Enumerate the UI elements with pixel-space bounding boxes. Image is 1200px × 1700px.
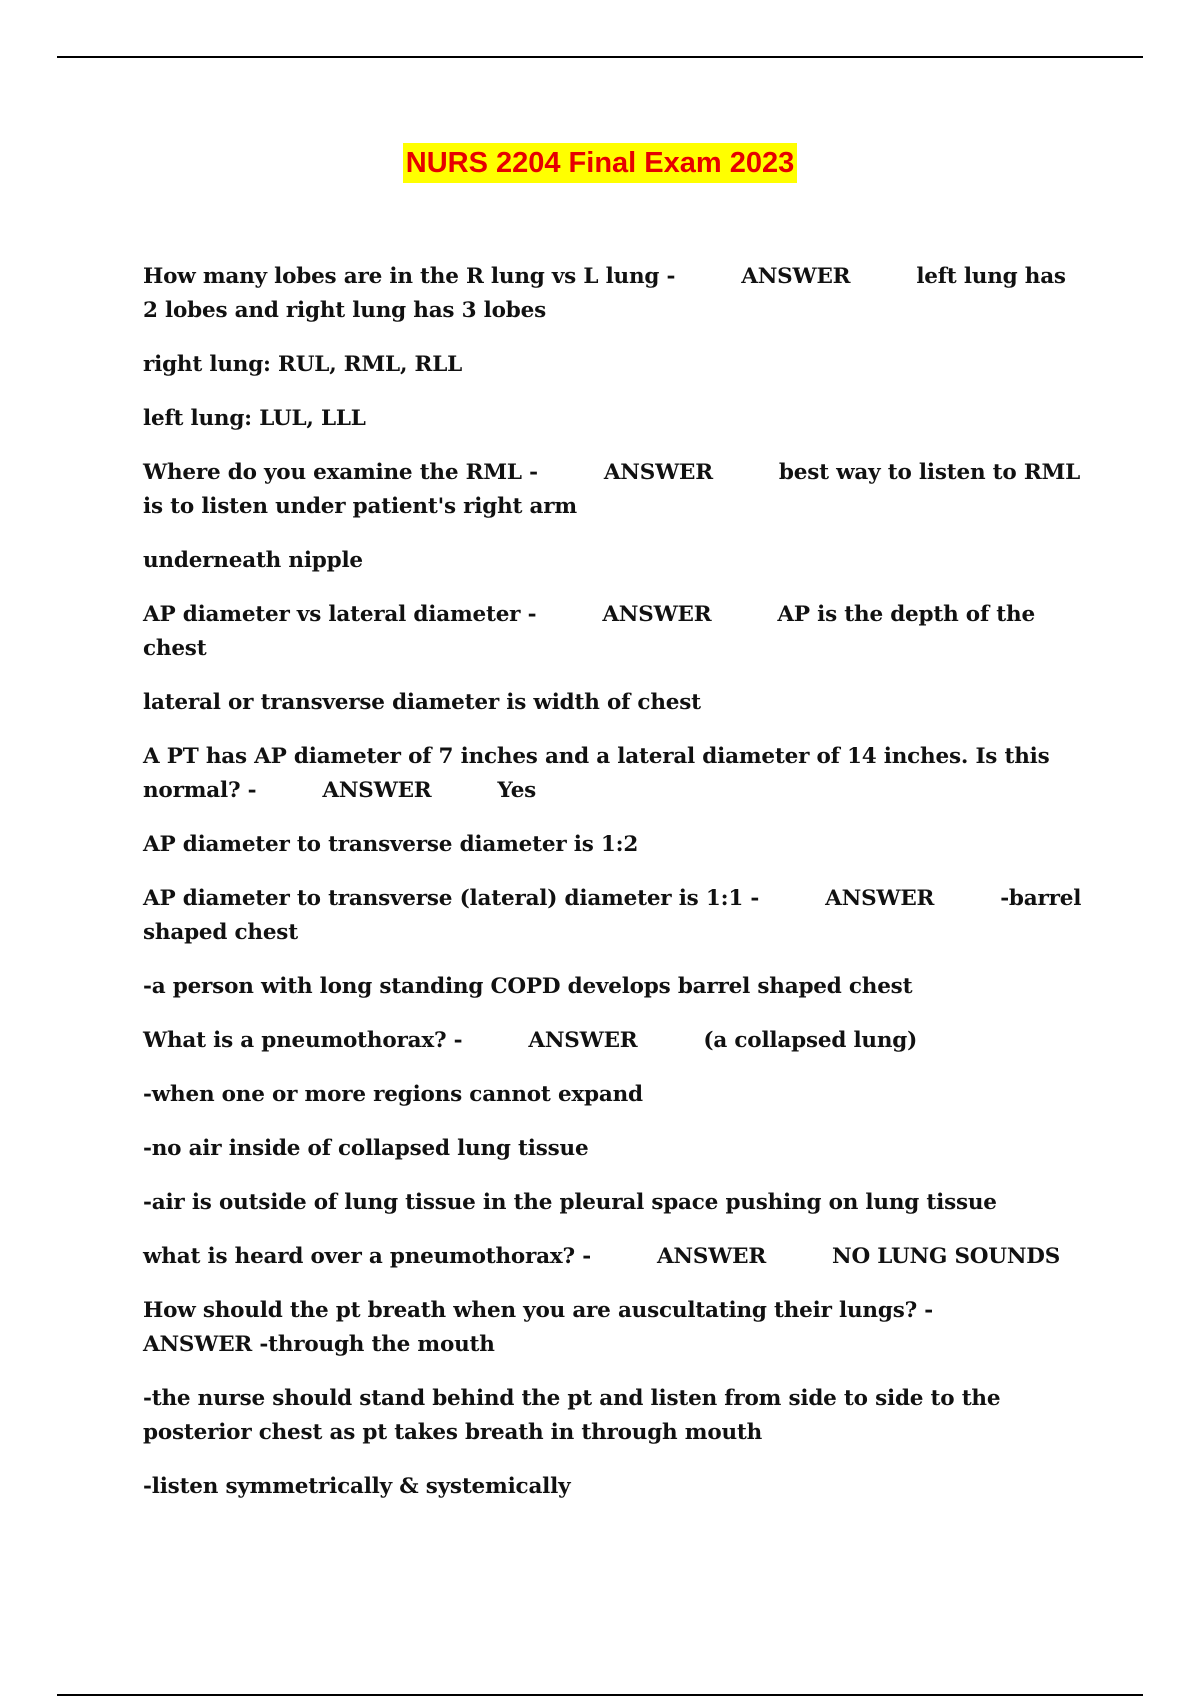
question-text: How many lobes are in the R lung vs L lung -: [143, 264, 676, 289]
question-text: what is heard over a pneumothorax? -: [143, 1244, 591, 1269]
note-line: -when one or more regions cannot expand: [143, 1082, 643, 1107]
answer-label: ANSWER: [825, 886, 935, 911]
question-text: AP diameter vs lateral diameter -: [143, 602, 537, 627]
question-text: A PT has AP diameter of 7 inches and a lateral diameter of 14 inches. Is this normal? -: [143, 744, 1050, 803]
note-line: right lung: RUL, RML, RLL: [143, 352, 463, 377]
answer-label: ANSWER: [656, 1244, 766, 1269]
answer-text: AP is the depth of the chest: [143, 602, 1035, 661]
qa-item: [143, 456, 1083, 524]
qa-item: [143, 882, 1083, 950]
question-text: Where do you examine the RML -: [143, 460, 538, 485]
answer-text: -through the mouth: [259, 1332, 495, 1357]
answer-label: ANSWER: [603, 460, 713, 485]
answer-text: NO LUNG SOUNDS: [832, 1244, 1061, 1269]
qa-item: [143, 1240, 1083, 1274]
answer-text: -barrel shaped chest: [143, 886, 1082, 945]
note-line: -a person with long standing COPD develops barrel shaped chest: [143, 974, 913, 999]
answer-text: (a collapsed lung): [703, 1028, 918, 1053]
question-text: AP diameter to transverse (lateral) diameter is 1:1 -: [143, 886, 760, 911]
qa-item: [143, 740, 1083, 808]
answer-text: best way to listen to RML is to listen under patient's right arm: [143, 460, 1081, 519]
qa-item: [143, 1294, 1083, 1362]
note-line: lateral or transverse diameter is width of chest: [143, 690, 701, 715]
note-line: underneath nipple: [143, 548, 363, 573]
document-body: [143, 260, 1083, 1524]
answer-label: ANSWER: [322, 778, 432, 803]
answer-label: ANSWER: [143, 1332, 253, 1357]
note-line: -no air inside of collapsed lung tissue: [143, 1136, 589, 1161]
title-container: [0, 143, 1200, 183]
document-title: NURS 2204 Final Exam 2023: [403, 143, 797, 183]
note-line: -air is outside of lung tissue in the pleural space pushing on lung tissue: [143, 1190, 997, 1215]
qa-item: [143, 260, 1083, 328]
question-text: How should the pt breath when you are auscultating their lungs? -: [143, 1298, 934, 1323]
answer-text: left lung has 2 lobes and right lung has 3 lobes: [143, 264, 1066, 323]
answer-text: Yes: [497, 778, 537, 803]
answer-label: ANSWER: [602, 602, 712, 627]
note-line: left lung: LUL, LLL: [143, 406, 366, 431]
note-line: -the nurse should stand behind the pt and listen from side to side to the posterior chest as pt takes breath in through mouth: [143, 1386, 1001, 1445]
qa-item: [143, 598, 1083, 666]
question-text: What is a pneumothorax? -: [143, 1028, 463, 1053]
qa-item: [143, 1024, 1083, 1058]
note-line: -listen symmetrically & systemically: [143, 1474, 571, 1499]
bottom-rule: [57, 1694, 1143, 1696]
note-line: AP diameter to transverse diameter is 1:2: [143, 832, 639, 857]
top-rule: [57, 56, 1143, 58]
answer-label: ANSWER: [741, 264, 851, 289]
answer-label: ANSWER: [528, 1028, 638, 1053]
